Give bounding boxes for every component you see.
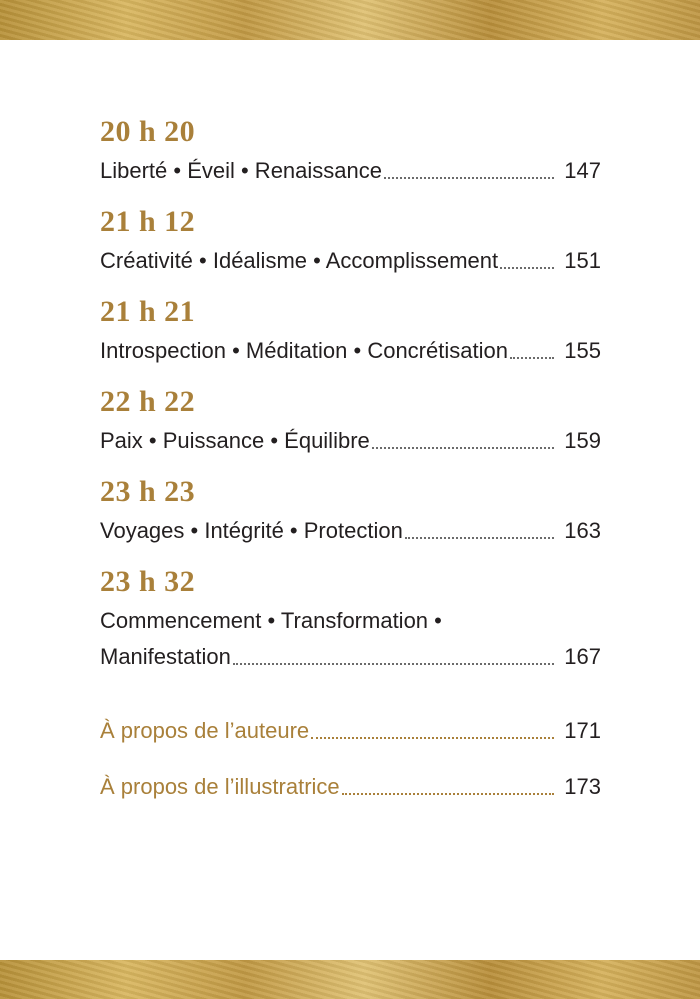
page-number: 147 — [564, 158, 601, 183]
section-heading: 23 h 32 — [100, 565, 196, 598]
page-number: 163 — [564, 518, 601, 543]
page-number: 155 — [564, 338, 601, 363]
dot-leader — [510, 357, 554, 359]
toc-entry[interactable] — [100, 246, 601, 276]
dot-leader — [500, 267, 554, 269]
section-heading: 22 h 22 — [100, 385, 196, 418]
toc-entry[interactable] — [100, 156, 601, 186]
toc-section-23h32 — [100, 562, 601, 688]
entry-title: À propos de l’auteure — [100, 718, 310, 743]
page-number: 159 — [564, 428, 601, 453]
section-heading: 21 h 12 — [100, 205, 196, 238]
entry-title: À propos de l’illustratrice — [100, 774, 340, 799]
section-heading: 23 h 23 — [100, 475, 196, 508]
dot-leader — [384, 177, 554, 179]
dot-leader — [311, 737, 554, 739]
entry-title-line2: Manifestation — [100, 644, 231, 669]
dot-leader — [405, 537, 554, 539]
toc-entry[interactable] — [100, 426, 601, 456]
entry-title: Voyages • Intégrité • Protection — [100, 518, 403, 543]
toc-section-20h20 — [100, 112, 601, 202]
toc-section-21h12 — [100, 202, 601, 292]
entry-title: Introspection • Méditation • Concrétisation — [100, 338, 508, 363]
dot-leader — [233, 663, 554, 665]
gold-foil-bottom-band — [0, 960, 700, 999]
toc-entry[interactable] — [100, 642, 601, 672]
entry-title: Paix • Puissance • Équilibre — [100, 428, 370, 453]
toc-entry[interactable] — [100, 336, 601, 366]
page-number: 171 — [564, 718, 601, 743]
toc-extra-auteure — [100, 716, 601, 746]
toc-entry[interactable] — [100, 772, 601, 802]
section-heading: 20 h 20 — [100, 115, 196, 148]
entry-title-line1: Commencement • Transformation • — [100, 608, 442, 633]
page-number: 151 — [564, 248, 601, 273]
dot-leader — [342, 793, 555, 795]
page-number: 173 — [564, 774, 601, 799]
dot-leader — [372, 447, 555, 449]
gold-foil-top-band — [0, 0, 700, 40]
toc-extra-illustratrice — [100, 772, 601, 802]
section-heading: 21 h 21 — [100, 295, 196, 328]
entry-title: Liberté • Éveil • Renaissance — [100, 158, 382, 183]
entry-title: Créativité • Idéalisme • Accomplissement — [100, 248, 499, 273]
toc-section-22h22 — [100, 382, 601, 472]
table-of-contents — [100, 112, 601, 688]
page-number: 167 — [564, 644, 601, 669]
toc-section-23h23 — [100, 472, 601, 562]
toc-entry[interactable] — [100, 716, 601, 746]
toc-section-21h21 — [100, 292, 601, 382]
toc-entry[interactable] — [100, 516, 601, 546]
